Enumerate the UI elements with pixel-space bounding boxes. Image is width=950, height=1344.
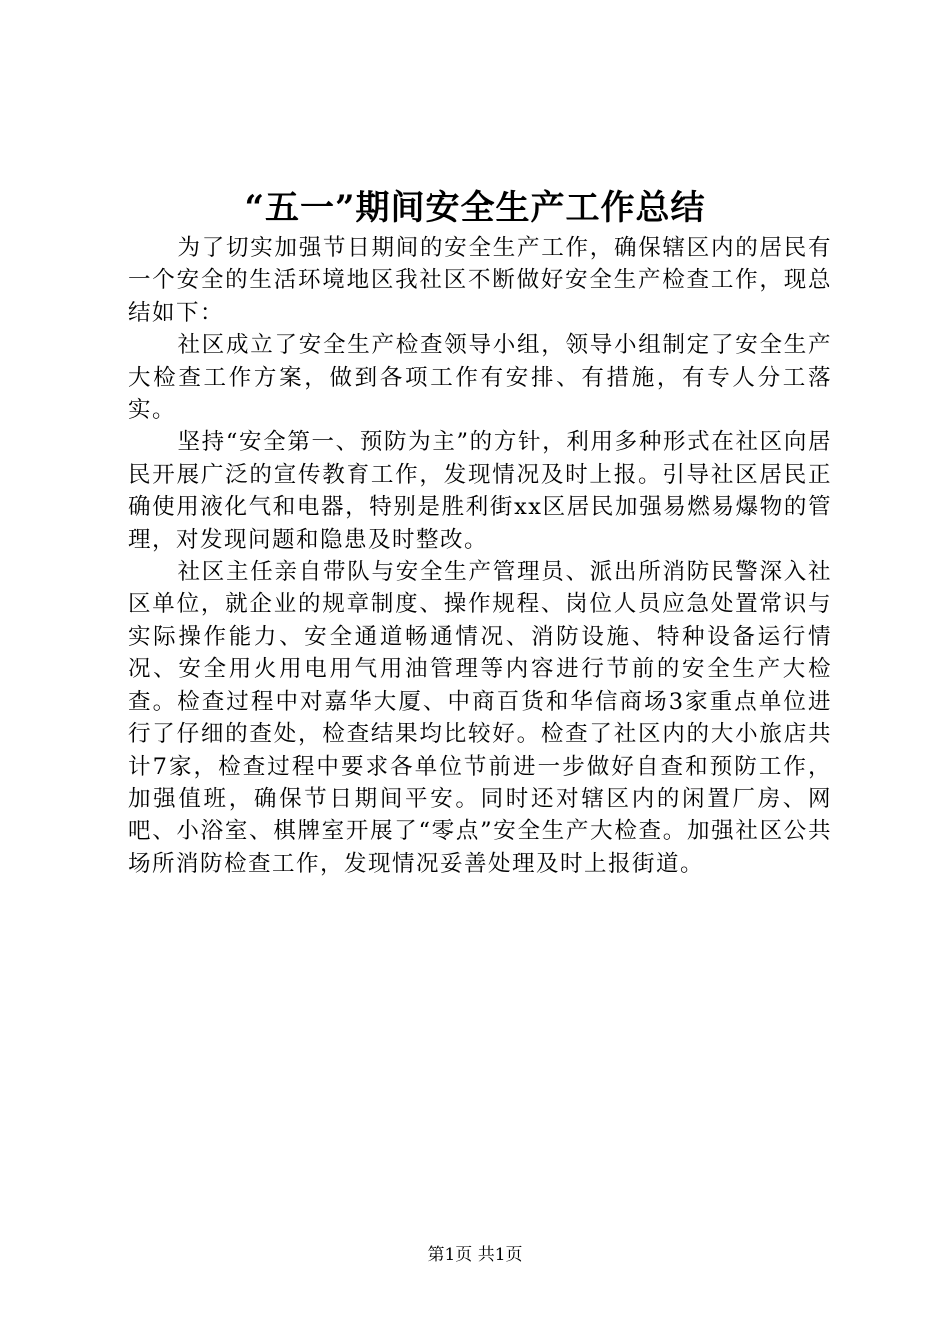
document-title: “五一”期间安全生产工作总结 [244,188,706,228]
page-footer: 第1页 共1页 [427,1245,523,1265]
paragraph-safety-policy: 坚持“安全第一、预防为主”的方针，利用多种形式在社区向居民开展广泛的宣传教育工作，发现情况及时上报。引导社区居民正确使用液化气和电器，特别是胜利街xx区居民加强易燃易爆物的管理，对发现问题和隐患及时整改。 [128,429,832,553]
paragraph-inspection: 社区主任亲自带队与安全生产管理员、派出所消防民警深入社区单位，就企业的规章制度、操作规程、岗位人员应急处置常识与实际操作能力、安全通道畅通情况、消防设施、特种设备运行情况、安全用火用电用气用油管理等内容进行节前的安全生产大检查。检查过程中对嘉华大厦、中商百货和华信商场3家重点单位进行了仔细的查处，检查结果均比较好。检查了社区内的大小旅店共计7家，检查过程中要求各单位节前进一步做好自查和预防工作，加强值班，确保节日期间平安。同时还对辖区内的闲置厂房、网吧、小浴室、棋牌室开展了“零点”安全生产大检查。加强社区公共场所消防检查工作，发现情况妥善处理及时上报街道。 [128,559,832,877]
document-body [128,232,832,880]
paragraph-leadership-group: 社区成立了安全生产检查领导小组，领导小组制定了安全生产大检查工作方案，做到各项工作有安排、有措施，有专人分工落实。 [128,332,832,424]
paragraph-intro: 为了切实加强节日期间的安全生产工作，确保辖区内的居民有一个安全的生活环境地区我社区不断做好安全生产检查工作，现总结如下： [128,235,832,326]
